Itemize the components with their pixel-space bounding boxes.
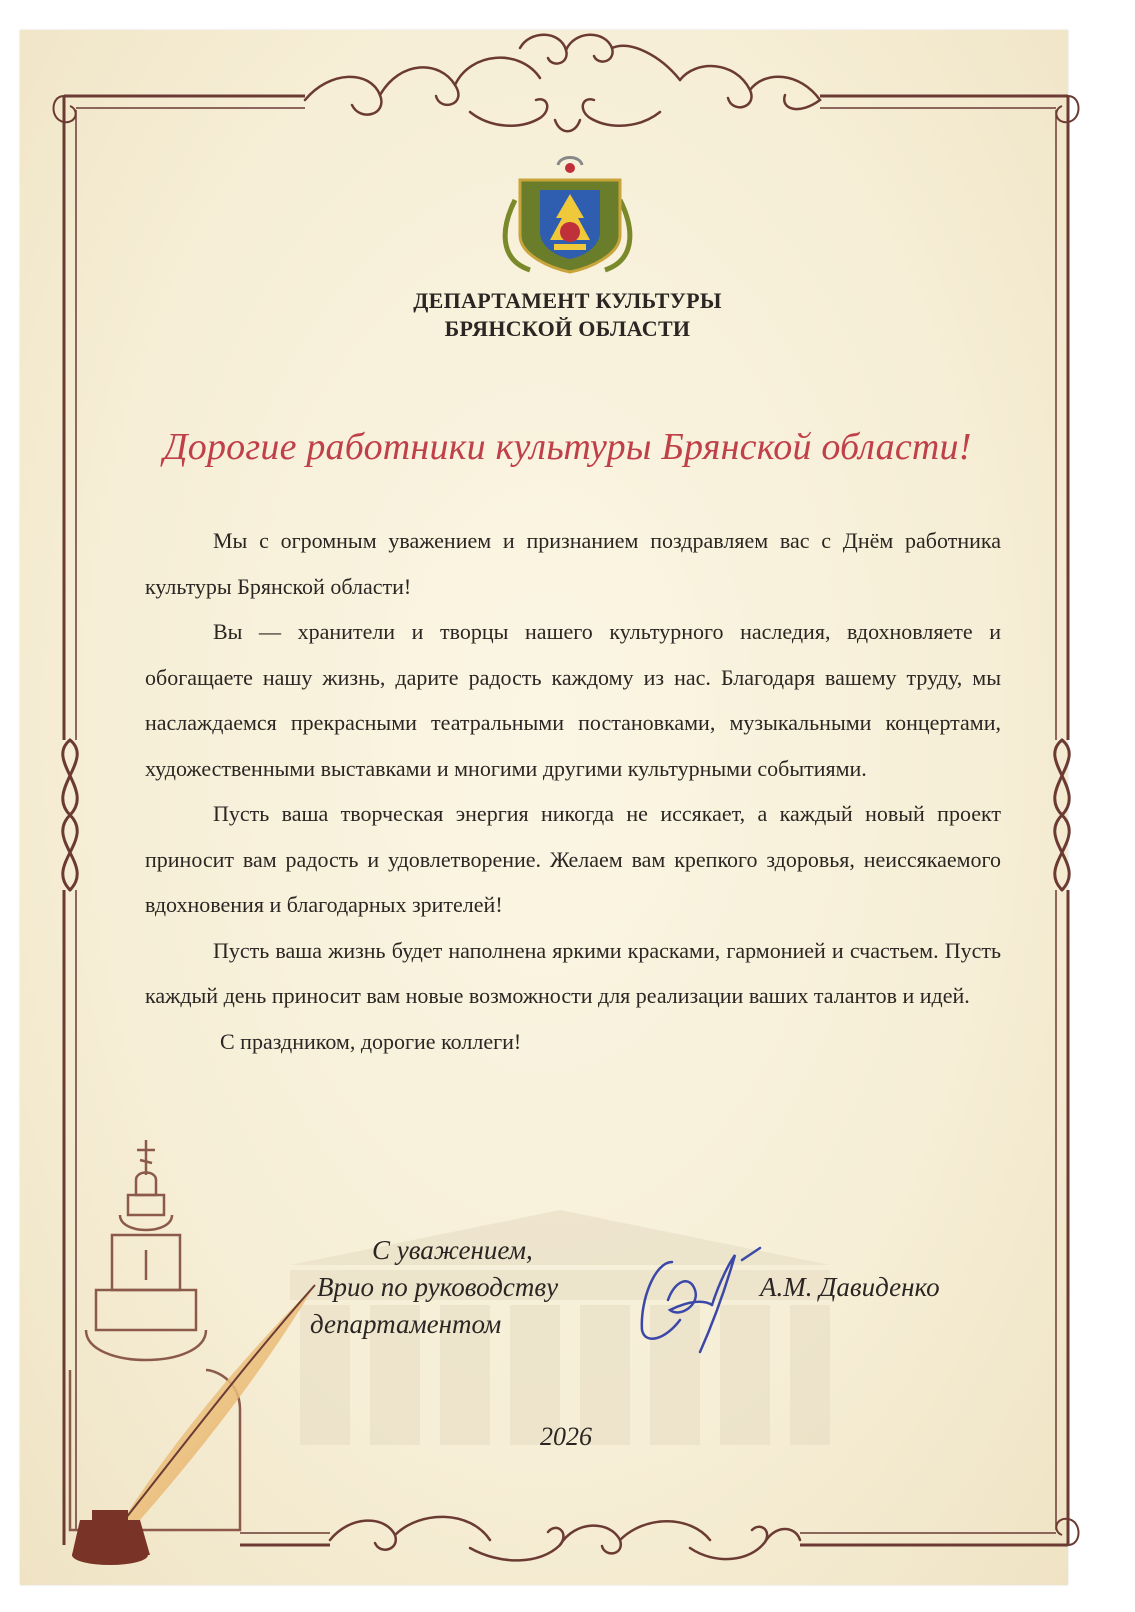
church-silhouette-icon	[70, 1140, 240, 1530]
right-side-ornament-icon	[1055, 740, 1069, 890]
signature-regards: С уважением,	[372, 1235, 533, 1265]
quill-icon	[118, 1285, 315, 1528]
signature-position-line1: Врио по руководству	[317, 1272, 559, 1302]
signature-position-line2: департаментом	[310, 1309, 502, 1339]
department-name-line1: ДЕПАРТАМЕНТ КУЛЬТУРЫ	[413, 288, 722, 313]
signatory-name: А.М. Давиденко	[760, 1272, 940, 1302]
left-side-ornament-icon	[63, 740, 77, 890]
coat-of-arms-icon	[505, 158, 630, 273]
top-scroll-ornament-icon	[305, 35, 820, 132]
bottom-border	[240, 1533, 1068, 1545]
top-border	[64, 96, 1068, 108]
letter-body	[145, 518, 1001, 1064]
letter-year: 2026	[540, 1422, 592, 1451]
paragraph-3: Пусть ваша творческая энергия никогда не иссякает, а каждый новый проект приносит вам радость и удовлетворение. Желаем вам крепкого здоровья, неиссякаемого вдохновения и благодарных зрителей!	[145, 801, 1001, 917]
paragraph-2: Вы — хранители и творцы нашего культурного наследия, вдохновляете и обогащаете нашу жизнь, дарите радость каждому из нас. Благодаря вашему труду, мы наслаждаемся прекрасными театральными постановками, музыкальными концертами, художественными выставками и многими другими культурными событиями.	[145, 619, 1001, 781]
greeting-title: Дорогие работники культуры Брянской области!	[163, 426, 972, 468]
department-name-line2: БРЯНСКОЙ ОБЛАСТИ	[444, 316, 691, 341]
paragraph-1: Мы с огромным уважением и признанием поздравляем вас с Днём работника культуры Брянской области!	[145, 528, 1001, 599]
paragraph-4: Пусть ваша жизнь будет наполнена яркими красками, гармонией и счастьем. Пусть каждый день приносит вам новые возможности для реализации ваших талантов и идей.	[145, 937, 1001, 1008]
bottom-scroll-ornament-icon	[330, 1517, 800, 1561]
closing-line: С праздником, дорогие коллеги!	[220, 1028, 522, 1054]
